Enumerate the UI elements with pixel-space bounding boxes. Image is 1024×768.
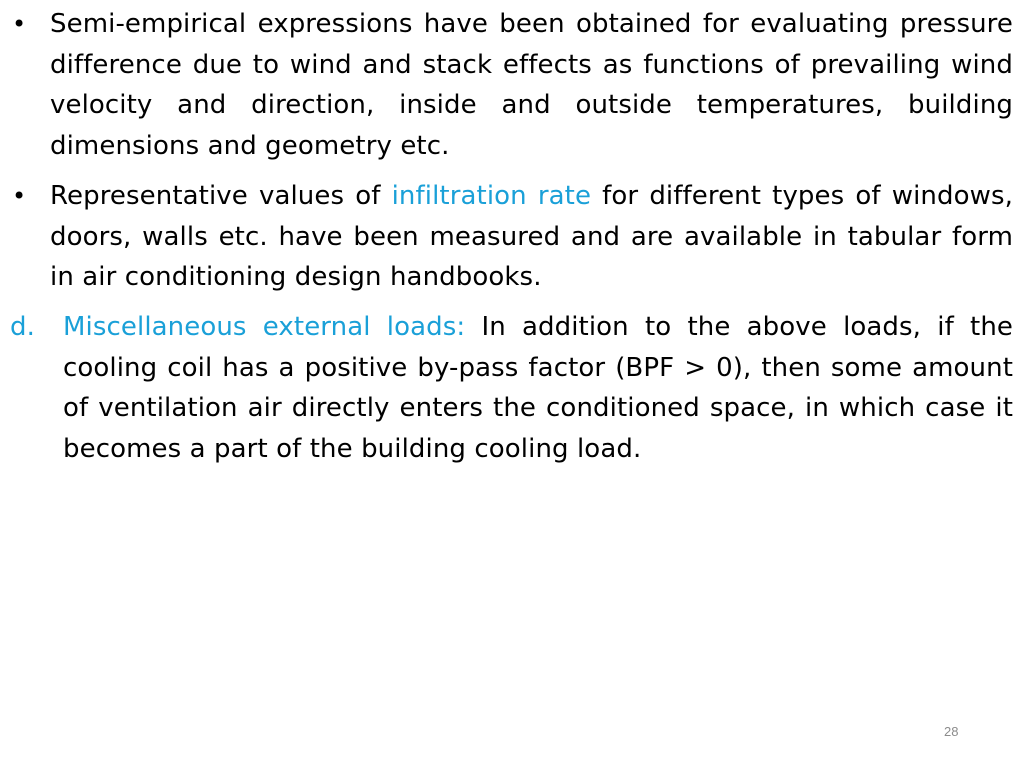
bullet-text-before: Representative values of	[50, 180, 392, 211]
infiltration-rate-highlight: infiltration rate	[391, 180, 592, 211]
section-heading: Miscellaneous external loads:	[63, 311, 466, 342]
bullet-marker: •	[12, 10, 27, 38]
bullet-marker: •	[12, 181, 27, 210]
bullet-text-after: for different types of windows, doors, walls etc. have been measured and are available in tabular form in air conditioning design handbooks.	[50, 180, 1014, 293]
lettered-item-miscellaneous-loads	[10, 307, 1013, 470]
bullet-text: Semi-empirical expressions have been obtained for evaluating pressure difference due to wind and stack effects as functions of prevailing wind velocity and direction, inside and outside temperatures, building dimensions and geometry etc.	[50, 9, 1013, 162]
bullet-item-infiltration	[10, 176, 1013, 298]
slide-body	[10, 4, 1013, 479]
page-number: 28	[944, 724, 959, 739]
bullet-item-wind-stack	[10, 4, 1013, 167]
letter-marker: d.	[10, 311, 35, 342]
section-text: In addition to the above loads, if the cooling coil has a positive by-pass factor (BPF > 0), then some amount of ventilation air directly enters the conditioned space, in which case it becomes a part of the building cooling load.	[63, 311, 1013, 465]
